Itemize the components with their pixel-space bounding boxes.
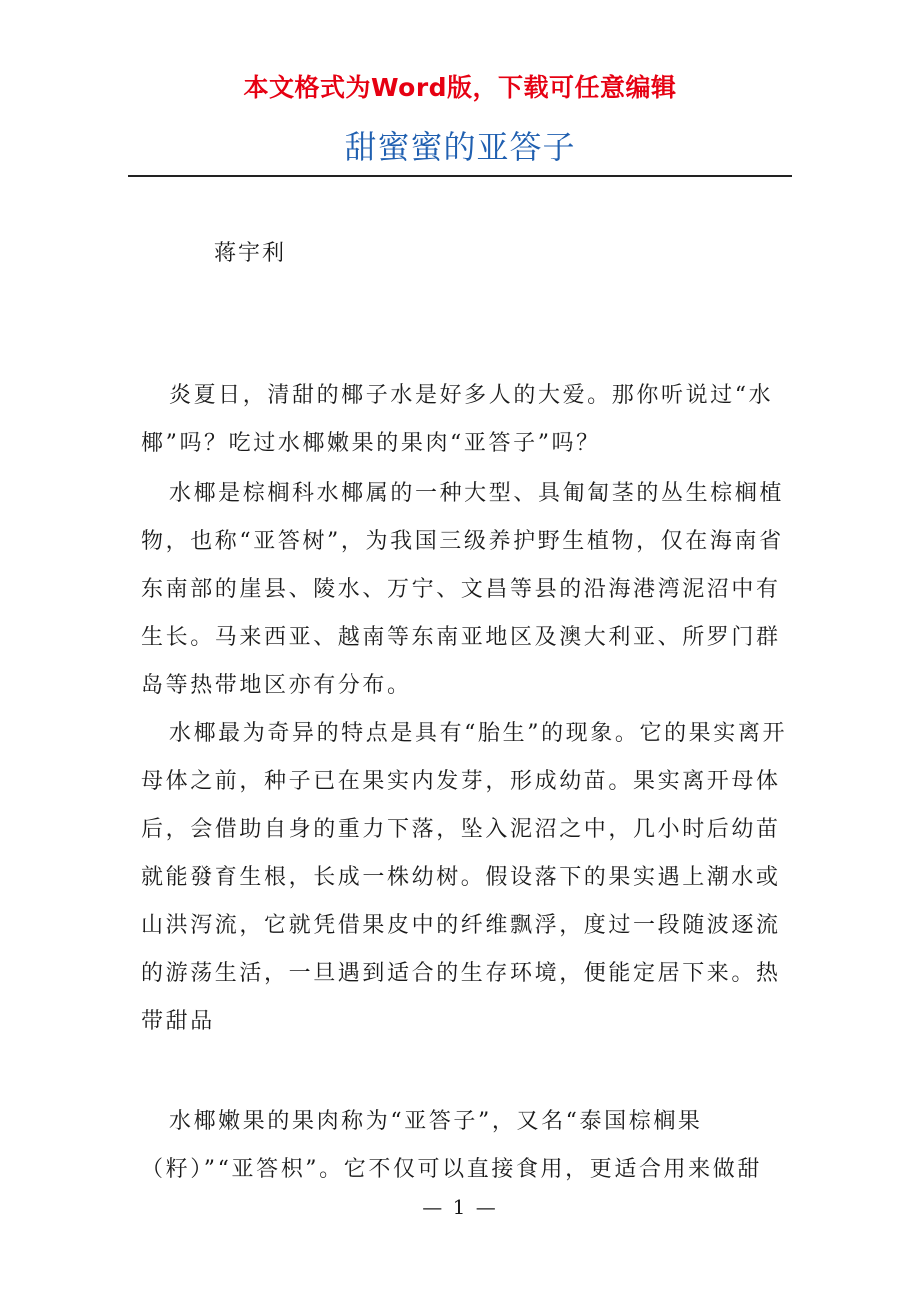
paragraph-text: 水椰是棕榈科水椰属的一种大型、具匍匐茎的丛生棕榈植物，也称“亚答树”，为我国三级养护野生植物，仅在海南省东南部的崖县、陵水、万宁、文昌等县的沿海港湾泥沼中有生长。马来西亚、越南等东南亚地区及澳大利亚、所罗门群岛等热带地区亦有分布。 [141,481,784,698]
paragraph-3 [141,710,801,1046]
document-title: 甜蜜蜜的亚答子 [344,128,576,166]
paragraph-4 [141,1098,801,1194]
paragraph-text: 水椰最为奇异的特点是具有“胎生”的现象。它的果实离开母体之前，种子已在果实内发芽，形成幼苗。果实离开母体后，会借助自身的重力下落，坠入泥沼之中，几小时后幼苗就能發育生根，长成一株幼树。假设落下的果实遇上潮水或山洪泻流，它就凭借果皮中的纤维飘浮，度过一段随波逐流的游荡生活，一旦遇到适合的生存环境，便能定居下来。热带甜品 [141,721,788,1034]
paragraph-1 [141,372,801,468]
paragraph-text: 水椰嫩果的果肉称为“亚答子”，又名“泰国棕榈果（籽）”“亚答枳”。它不仅可以直接食用，更适合用来做甜 [141,1109,762,1182]
title-divider [128,175,792,177]
word-format-banner: 本文格式为Word版，下载可任意编辑 [243,73,677,102]
paragraph-2 [141,470,801,710]
page-number: — 1 — [422,1195,498,1219]
author-name: 蒋宇利 [214,241,287,266]
paragraph-text: 炎夏日，清甜的椰子水是好多人的大爱。那你听说过“水椰”吗？吃过水椰嫩果的果肉“亚答子”吗？ [141,383,774,456]
